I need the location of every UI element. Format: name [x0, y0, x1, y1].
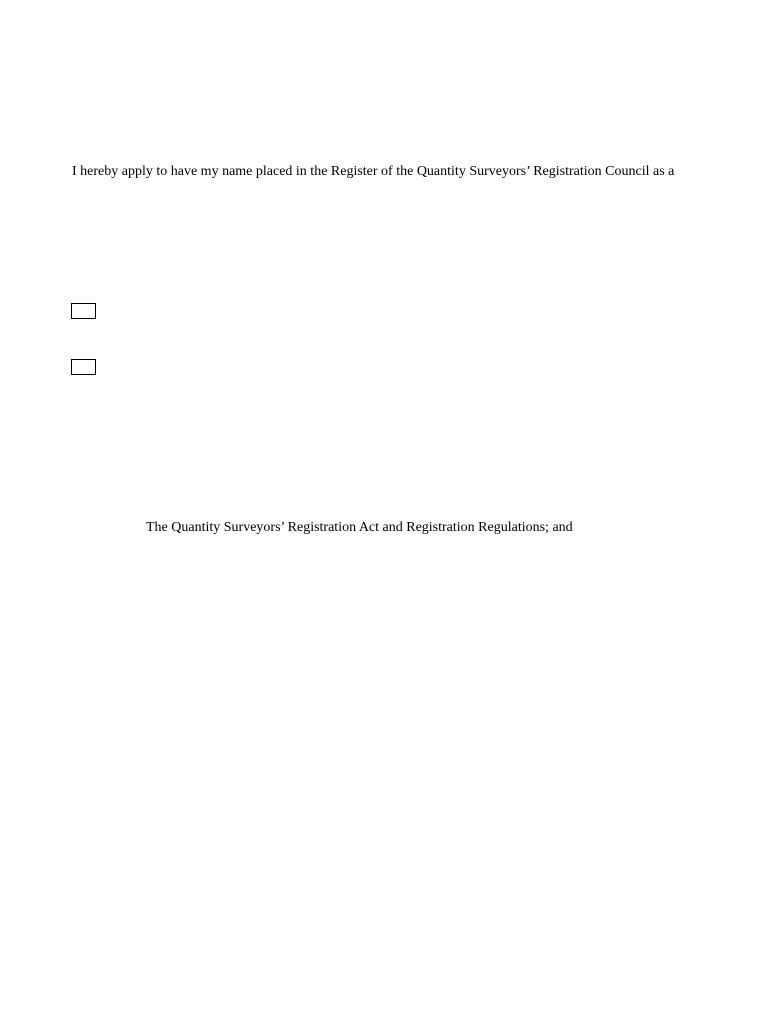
registration-type-checkbox-2[interactable] [71, 359, 96, 375]
registration-type-checkbox-1[interactable] [71, 303, 96, 319]
declaration-item-act: The Quantity Surveyors’ Registration Act and Registration Regulations; and [146, 520, 573, 535]
application-statement: I hereby apply to have my name placed in the Register of the Quantity Surveyors’ Registration Council as a [72, 164, 675, 179]
